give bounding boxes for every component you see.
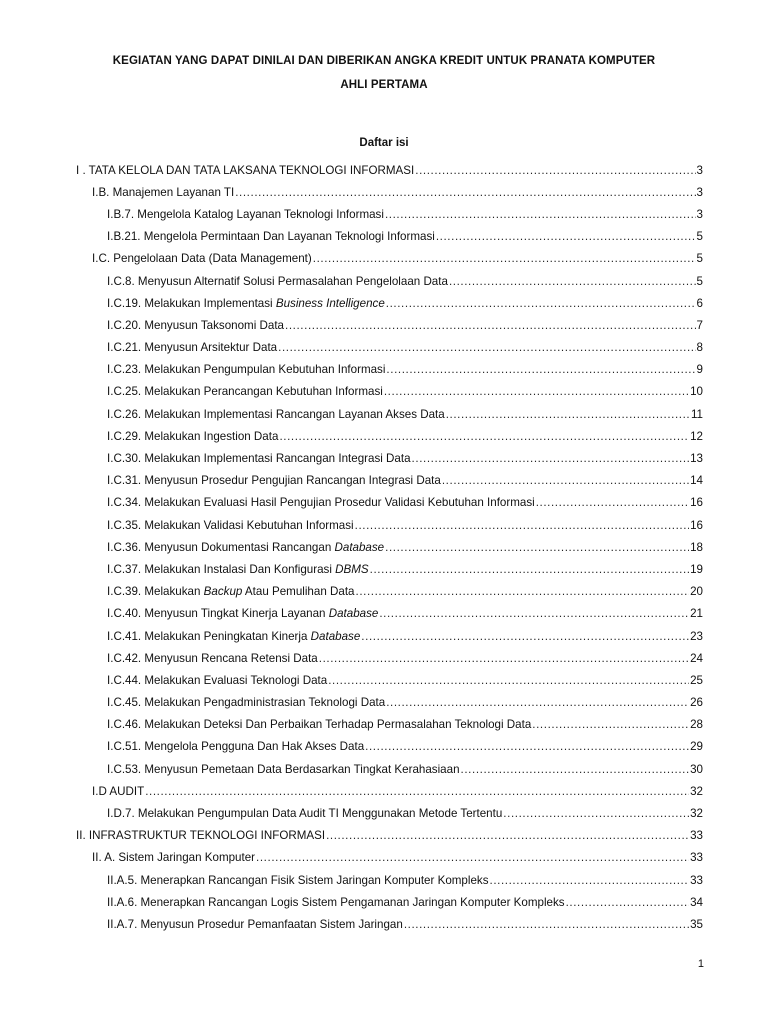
toc-entry-line [0,341,703,354]
toc-entry-line [0,585,703,598]
toc-entry-line [0,496,703,509]
toc-entry-title-part: I.D AUDIT [92,784,145,798]
toc-entry-title [107,807,502,820]
toc-entry-title-part: I.C.26. Melakukan Implementasi Rancangan Layanan Akses Data [107,407,445,421]
toc-leader-dots [386,363,695,376]
toc-leader-dots [404,918,689,931]
toc-entry[interactable] [0,558,768,580]
toc-entry[interactable] [0,159,768,181]
toc-entry-title-part: I.C.40. Menyusun Tingkat Kinerja Layanan [107,607,329,621]
toc-entry-page: 29 [690,740,703,754]
toc-entry[interactable] [0,913,768,935]
toc-entry-page: 3 [696,207,703,221]
toc-entry-title-part: I.C.31. Menyusun Prosedur Pengujian Rancangan Integrasi Data [107,474,441,488]
toc-entry-line [0,851,703,864]
toc-entry-page: 34 [690,895,703,909]
toc-entry-page: 5 [696,274,703,288]
toc-entry-line [0,363,703,376]
toc-entry[interactable] [0,780,768,802]
toc-entry-page: 10 [690,385,703,399]
toc-entry-title [107,696,385,709]
toc-entry-title [107,630,360,643]
toc-entry[interactable] [0,847,768,869]
toc-entry-title-part: I.B. Manajemen Layanan TI [92,185,235,199]
toc-entry[interactable] [0,181,768,203]
toc-entry-line [0,807,703,820]
toc-entry-line [0,275,703,288]
toc-entry-line [0,541,703,554]
toc-entry-title [107,763,460,776]
toc-entry-title [107,496,535,509]
toc-entry-title-part: I . TATA KELOLA DAN TATA LAKSANA TEKNOLOGI INFORMASI [76,163,415,177]
toc-leader-dots [379,607,689,620]
toc-entry[interactable] [0,447,768,469]
toc-entry-title-part: I.C.20. Menyusun Taksonomi Data [107,318,285,332]
toc-entry-line [0,186,703,199]
table-of-contents [0,159,768,936]
toc-entry[interactable] [0,314,768,336]
toc-leader-dots [503,807,689,820]
toc-entry[interactable] [0,470,768,492]
toc-entry-title-part: I.C.29. Melakukan Ingestion Data [107,429,279,443]
toc-entry-page: 33 [690,873,703,887]
toc-entry-line [0,740,703,753]
toc-entry-page: 33 [690,851,703,865]
toc-entry-title [107,740,364,753]
toc-entry-title [92,252,312,265]
toc-entry-title [107,874,489,887]
toc-leader-dots [355,519,689,532]
toc-entry-title-part: I.C.45. Melakukan Pengadministrasian Teknologi Data [107,696,386,710]
toc-entry-page: 13 [690,452,703,466]
toc-entry-line [0,519,703,532]
toc-entry-line [0,674,703,687]
toc-entry[interactable] [0,203,768,225]
toc-entry-page: 8 [696,341,703,355]
toc-entry-line [0,696,703,709]
toc-leader-dots [532,718,689,731]
toc-entry-line [0,718,703,731]
toc-entry-title-part: II.A.6. Menerapkan Rancangan Logis Sistem Pengamanan Jaringan Komputer Kompleks [107,895,565,909]
toc-leader-dots [365,740,689,753]
toc-leader-dots [384,385,689,398]
toc-entry[interactable] [0,625,768,647]
toc-entry-title [107,896,565,909]
toc-entry-page: 19 [690,562,703,576]
toc-entry-title-part: I.C.23. Melakukan Pengumpulan Kebutuhan Informasi [107,363,386,377]
toc-entry-title-part: I.C.35. Melakukan Validasi Kebutuhan Informasi [107,518,354,532]
document-title-line1: KEGIATAN YANG DAPAT DINILAI DAN DIBERIKAN ANGKA KREDIT UNTUK PRANATA KOMPUTER [112,55,656,67]
toc-leader-dots [385,208,696,221]
toc-leader-dots [370,563,689,576]
toc-entry-title-italic: Database [334,540,385,554]
toc-entry-line [0,208,703,221]
toc-entry-page: 16 [690,518,703,532]
toc-entry-line [0,430,703,443]
toc-leader-dots [446,408,690,421]
toc-entry-title [107,519,354,532]
toc-entry[interactable] [0,425,768,447]
toc-entry[interactable] [0,603,768,625]
toc-leader-dots [326,829,689,842]
toc-entry-title-part: I.C.41. Melakukan Peningkatan Kinerja [107,629,311,643]
toc-entry-title [107,607,378,620]
toc-entry[interactable] [0,669,768,691]
toc-entry-line [0,563,703,576]
toc-leader-dots [279,430,689,443]
toc-entry-title [107,319,284,332]
toc-leader-dots [566,896,690,909]
toc-entry-title-part: I.C.36. Menyusun Dokumentasi Rancangan [107,540,335,554]
toc-entry-line [0,164,703,177]
toc-entry-title [76,164,414,177]
toc-entry-page: 25 [690,673,703,687]
toc-entry-line [0,230,703,243]
toc-entry-title [107,385,383,398]
toc-entry-title [107,585,355,598]
toc-leader-dots [536,496,689,509]
toc-entry[interactable] [0,492,768,514]
toc-entry[interactable] [0,514,768,536]
toc-entry[interactable] [0,758,768,780]
toc-leader-dots [415,164,695,177]
toc-entry-title-part: I.B.7. Mengelola Katalog Layanan Teknologi Informasi [107,207,384,221]
toc-entry-line [0,896,703,909]
toc-entry-line [0,785,703,798]
toc-entry-title-italic: Business Intelligence [275,296,385,310]
toc-entry-title [107,674,327,687]
toc-leader-dots [285,319,696,332]
toc-entry-page: 32 [690,807,703,821]
toc-entry-page: 5 [696,252,703,266]
toc-entry[interactable] [0,536,768,558]
toc-leader-dots [386,297,696,310]
toc-entry-title-part: I.C.39. Melakukan [107,585,204,599]
toc-entry-line [0,763,703,776]
document-title-line2: AHLI PERTAMA [340,79,428,91]
toc-entry[interactable] [0,359,768,381]
toc-entry-title [107,918,403,931]
toc-entry-line [0,918,703,931]
toc-leader-dots [319,652,689,665]
toc-entry-page: 32 [690,784,703,798]
toc-entry-title [107,363,385,376]
toc-entry-title-part: I.C.51. Mengelola Pengguna Dan Hak Akses Data [107,740,365,754]
toc-entry-line [0,652,703,665]
toc-entry[interactable] [0,337,768,359]
toc-entry-page: 5 [696,230,703,244]
toc-entry-page: 7 [696,318,703,332]
toc-entry-line [0,474,703,487]
toc-leader-dots [412,452,690,465]
toc-entry-line [0,252,703,265]
toc-entry-page: 30 [690,762,703,776]
toc-leader-dots [356,585,690,598]
toc-leader-dots [442,474,689,487]
toc-entry-page: 35 [690,917,703,931]
toc-entry-page: 28 [690,718,703,732]
toc-entry-title [107,230,435,243]
toc-entry-title-part: I.C.42. Menyusun Rencana Retensi Data [107,651,318,665]
toc-entry-title [107,718,531,731]
toc-entry[interactable] [0,692,768,714]
toc-entry[interactable] [0,226,768,248]
toc-entry[interactable] [0,869,768,891]
toc-leader-dots [278,341,695,354]
toc-entry-title [107,430,278,443]
page-number: 1 [697,958,704,970]
toc-entry-title-part: I.C.19. Melakukan Implementasi [107,296,276,310]
toc-entry[interactable] [0,248,768,270]
toc-entry-page: 23 [690,629,703,643]
toc-entry-title [107,208,384,221]
toc-entry-title-italic: Database [310,629,361,643]
toc-entry-title-part: I.D.7. Melakukan Pengumpulan Data Audit TI Menggunakan Metode Tertentu [107,807,503,821]
toc-entry-title [92,186,234,199]
toc-leader-dots [235,186,695,199]
toc-leader-dots [385,541,689,554]
toc-entry[interactable] [0,802,768,824]
toc-entry-title-part: I.C.44. Melakukan Evaluasi Teknologi Data [107,673,328,687]
toc-entry-page: 20 [690,585,703,599]
toc-entry-title-part: I.C. Pengelolaan Data (Data Management) [92,252,312,266]
toc-entry-line [0,408,703,421]
toc-entry-title-italic: DBMS [335,562,369,576]
toc-entry-title [107,341,277,354]
toc-entry[interactable] [0,292,768,314]
toc-entry[interactable] [0,647,768,669]
toc-entry-title-part: II.A.7. Menyusun Prosedur Pemanfaatan Sistem Jaringan [107,917,403,931]
toc-entry-page: 6 [696,296,703,310]
toc-entry-title-part: II. INFRASTRUKTUR TEKNOLOGI INFORMASI [76,829,326,843]
toc-entry-line [0,630,703,643]
toc-leader-dots [328,674,689,687]
toc-entry-title-italic: Backup [203,585,243,599]
toc-entry-page: 14 [690,474,703,488]
toc-entry-title [107,297,385,310]
toc-entry-title [107,408,445,421]
toc-entry-title-part: I.C.37. Melakukan Instalasi Dan Konfigurasi [107,562,336,576]
toc-entry-line [0,607,703,620]
toc-entry-title-part: II.A.5. Menerapkan Rancangan Fisik Sistem Jaringan Komputer Kompleks [107,873,489,887]
toc-leader-dots [461,763,690,776]
toc-entry-line [0,319,703,332]
toc-leader-dots [386,696,689,709]
toc-leader-dots [256,851,689,864]
toc-entry-title-part: I.C.30. Melakukan Implementasi Rancangan Integrasi Data [107,452,411,466]
toc-entry-title-italic: Database [328,607,379,621]
toc-entry-line [0,829,703,842]
toc-leader-dots [313,252,696,265]
toc-entry-page: 16 [690,496,703,510]
toc-entry-page: 12 [690,429,703,443]
toc-entry[interactable] [0,381,768,403]
toc-entry-title-part: I.C.21. Menyusun Arsitektur Data [107,341,278,355]
toc-leader-dots [449,275,696,288]
toc-entry-page: 9 [696,363,703,377]
toc-entry-title-part: Atau Pemulihan Data [242,585,355,599]
toc-entry-page: 26 [690,696,703,710]
toc-entry[interactable] [0,714,768,736]
toc-entry-line [0,452,703,465]
toc-entry-page: 11 [690,407,703,421]
toc-entry-title-part: I.C.34. Melakukan Evaluasi Hasil Pengujian Prosedur Validasi Kebutuhan Informasi [107,496,535,510]
toc-entry[interactable] [0,736,768,758]
toc-entry[interactable] [0,825,768,847]
toc-leader-dots [145,785,689,798]
toc-entry-title-part: II. A. Sistem Jaringan Komputer [92,851,256,865]
toc-leader-dots [490,874,690,887]
toc-entry-title [76,829,325,842]
toc-entry-title [107,474,441,487]
toc-entry[interactable] [0,581,768,603]
toc-entry-title-part: I.C.53. Menyusun Pemetaan Data Berdasarkan Tingkat Kerahasiaan [107,762,460,776]
toc-entry-page: 3 [696,185,703,199]
toc-entry[interactable] [0,891,768,913]
toc-entry-title [107,541,384,554]
toc-entry[interactable] [0,403,768,425]
toc-entry-page: 33 [690,829,703,843]
toc-entry-page: 18 [690,540,703,554]
toc-entry-title [107,563,369,576]
toc-entry-title [92,851,255,864]
toc-entry[interactable] [0,270,768,292]
toc-entry-title [92,785,144,798]
toc-entry-title-part: I.B.21. Mengelola Permintaan Dan Layanan Teknologi Informasi [107,230,435,244]
toc-entry-page: 24 [690,651,703,665]
toc-entry-title [107,275,448,288]
toc-entry-page: 21 [690,607,703,621]
toc-entry-line [0,874,703,887]
toc-entry-title-part: I.C.8. Menyusun Alternatif Solusi Permasalahan Pengelolaan Data [107,274,448,288]
toc-heading: Daftar isi [359,137,409,149]
toc-entry-line [0,385,703,398]
toc-entry-page: 3 [696,163,703,177]
toc-entry-line [0,297,703,310]
toc-entry-title [107,652,318,665]
toc-leader-dots [361,630,689,643]
toc-leader-dots [436,230,696,243]
toc-entry-title-part: I.C.46. Melakukan Deteksi Dan Perbaikan Terhadap Permasalahan Teknologi Data [107,718,532,732]
toc-entry-title-part: I.C.25. Melakukan Perancangan Kebutuhan Informasi [107,385,383,399]
toc-entry-title [107,452,411,465]
